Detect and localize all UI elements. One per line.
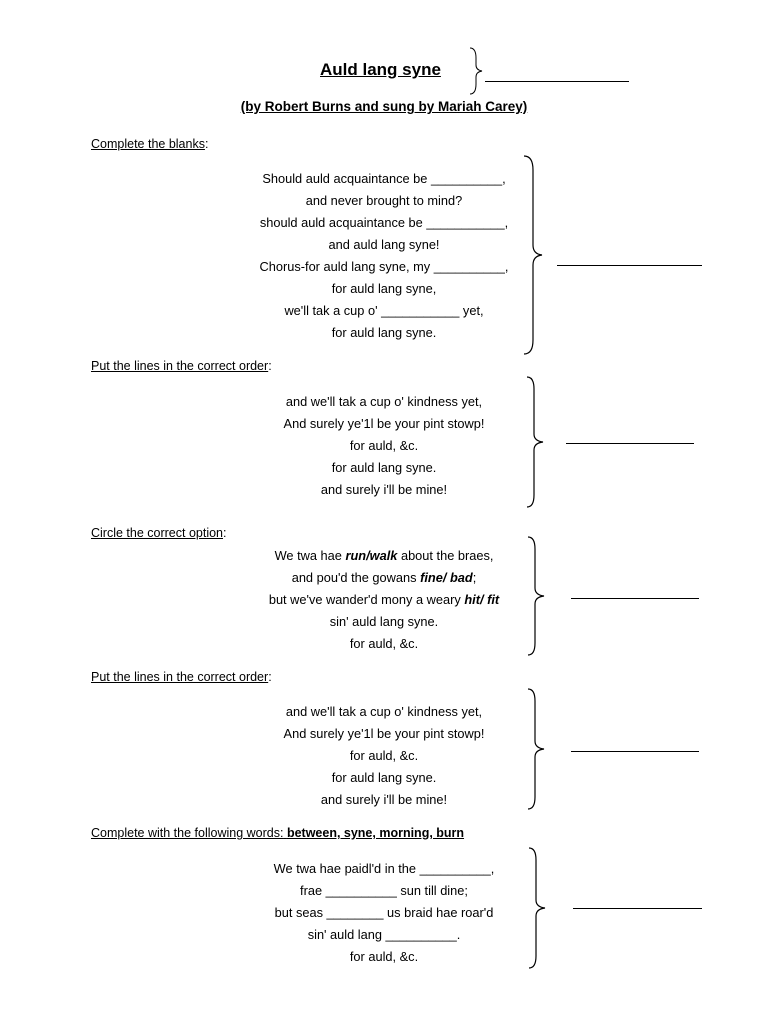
page-title: Auld lang syne	[320, 60, 441, 79]
s4-line-2: And surely ye'1l be your pint stowp!	[283, 726, 485, 741]
s3-line-2: and pou'd the gowans fine/ bad;	[291, 570, 477, 585]
s1-line-3: should auld acquaintance be ___________,	[259, 215, 509, 230]
s4-line-4: for auld lang syne.	[331, 770, 437, 785]
section-1-instruction: Complete the blanks:	[91, 137, 209, 151]
s5-line-1: We twa hae paidl'd in the __________,	[273, 861, 495, 876]
s2-line-5: and surely i'll be mine!	[320, 482, 448, 497]
page-subtitle: (by Robert Burns and sung by Mariah Carey)	[240, 99, 528, 114]
section-4-brace	[526, 689, 548, 809]
section-4-instruction: Put the lines in the correct order:	[91, 670, 272, 684]
s1-line-4: and auld lang syne!	[328, 237, 440, 252]
s2-line-2: And surely ye'1l be your pint stowp!	[283, 416, 485, 431]
s3-line-3: but we've wander'd mony a weary hit/ fit	[268, 592, 500, 607]
section-5-instruction: Complete with the following words: between, syne, morning, burn	[91, 826, 465, 840]
section-3-brace	[526, 537, 548, 655]
section-1-answer-line[interactable]	[557, 265, 702, 266]
s1-line-2: and never brought to mind?	[305, 193, 463, 208]
s1-line-6: for auld lang syne,	[331, 281, 437, 296]
s3-line-1: We twa hae run/walk about the braes,	[274, 548, 494, 563]
s2-line-4: for auld lang syne.	[331, 460, 437, 475]
s4-line-5: and surely i'll be mine!	[320, 792, 448, 807]
s1-line-5: Chorus-for auld lang syne, my __________,	[259, 259, 509, 274]
s5-line-4: sin' auld lang __________.	[307, 927, 461, 942]
s3-line-4: sin' auld lang syne.	[329, 614, 439, 629]
s3-line-5: for auld, &c.	[349, 636, 419, 651]
section-2-instruction: Put the lines in the correct order:	[91, 359, 272, 373]
s1-line-7: we'll tak a cup o' ___________ yet,	[284, 303, 484, 318]
s2-line-1: and we'll tak a cup o' kindness yet,	[285, 394, 483, 409]
s5-line-2: frae __________ sun till dine;	[300, 883, 468, 898]
section-2-answer-line[interactable]	[566, 443, 694, 444]
section-1-brace	[522, 156, 546, 354]
title-answer-line[interactable]	[485, 81, 629, 82]
s2-line-3: for auld, &c.	[349, 438, 419, 453]
title-brace	[464, 48, 484, 94]
s5-line-5: for auld, &c.	[349, 949, 419, 964]
section-3-answer-line[interactable]	[571, 598, 699, 599]
section-3-instruction: Circle the correct option:	[91, 526, 227, 540]
s1-line-8: for auld lang syne.	[331, 325, 437, 340]
section-5-answer-line[interactable]	[573, 908, 702, 909]
s5-line-3: but seas ________ us braid hae roar'd	[274, 905, 494, 920]
s4-line-1: and we'll tak a cup o' kindness yet,	[285, 704, 483, 719]
section-2-brace	[525, 377, 547, 507]
s4-line-3: for auld, &c.	[349, 748, 419, 763]
s1-line-1: Should auld acquaintance be __________,	[262, 171, 506, 186]
section-5-brace	[527, 848, 549, 968]
section-4-answer-line[interactable]	[571, 751, 699, 752]
